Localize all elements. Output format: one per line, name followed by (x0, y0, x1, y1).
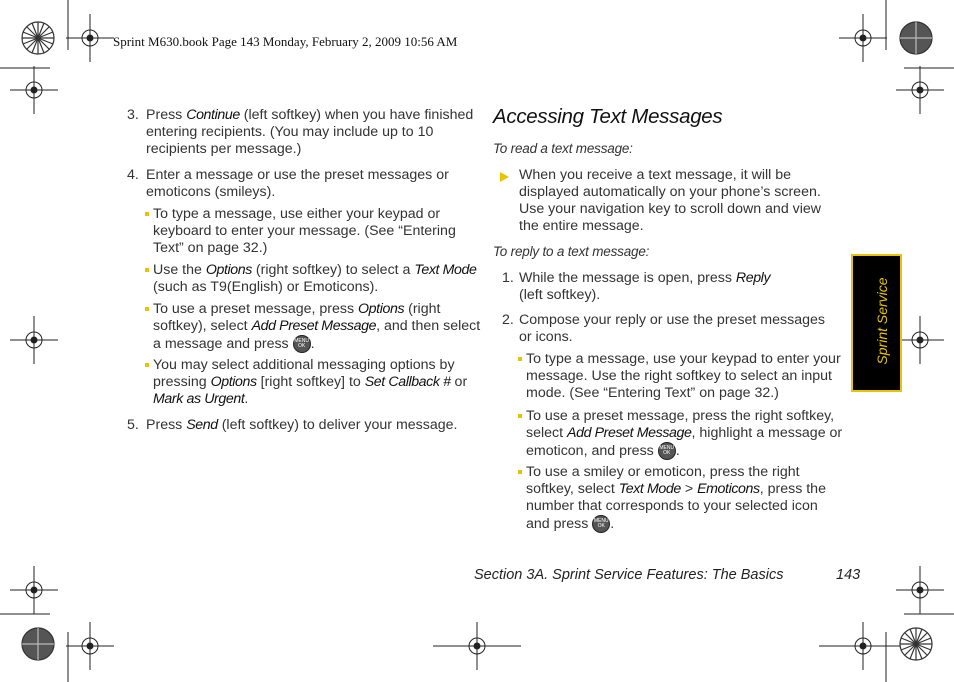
text: (left softkey). (519, 287, 601, 303)
text: , highlight a message or (691, 425, 843, 441)
text: Use the (153, 262, 206, 278)
bullet-marker (518, 414, 522, 418)
text: , and then select (376, 318, 481, 334)
text: or (450, 374, 468, 390)
softkey-label: Continue (186, 107, 240, 123)
text: or icons. (519, 329, 573, 345)
text: , press the (759, 481, 826, 497)
text: select (526, 425, 568, 441)
bullet-marker (145, 268, 149, 272)
section-tab (851, 254, 902, 392)
text: softkey), select (153, 318, 252, 334)
text: To use a smiley or emoticon, press the right (526, 464, 800, 480)
text: Press (146, 417, 187, 433)
text: To use a preset message, press the right softkey, (526, 408, 835, 424)
menu-ok-key-icon (658, 442, 676, 460)
reply-step-2 (519, 312, 849, 346)
text: entering recipients. (You may include up to 10 (146, 124, 434, 140)
text: emoticon, and press (526, 442, 654, 459)
text: pressing (153, 374, 211, 390)
text: number that corresponds to your selected icon (526, 498, 818, 514)
text: To type a message, use your keypad to enter your (526, 351, 841, 367)
bullet-marker (145, 363, 149, 367)
text: (left softkey) to deliver your message. (217, 417, 458, 433)
text: recipients per message.) (146, 141, 302, 157)
text: keyboard to enter your message. (See “Entering (153, 223, 456, 239)
text: the entire message. (519, 218, 644, 234)
softkey-label: Send (186, 417, 218, 433)
bullet-marker (145, 307, 149, 311)
text: . (310, 335, 315, 352)
subheading: To reply to a text message: (493, 244, 650, 259)
menu-ok-key-icon (592, 515, 610, 533)
menu-label: Add Preset Message (567, 425, 692, 441)
step-4-text (146, 167, 476, 201)
text: Enter a message or use the preset messages or (146, 167, 449, 183)
text: Text” on page 32.) (153, 240, 268, 256)
bullet-text (526, 464, 846, 533)
bullet-text (153, 262, 483, 296)
text: (such as T9(English) or Emoticons). (153, 279, 379, 295)
text: . (675, 442, 680, 459)
step-number: 5. (127, 417, 139, 433)
arrow-bullet-icon (500, 172, 509, 182)
menu-label: Mark as Urgent (153, 391, 245, 407)
text: Compose your reply or use the preset messages (519, 312, 825, 328)
bullet-marker (518, 357, 522, 361)
text: a message and press (153, 335, 289, 352)
step-number: 1. (502, 270, 514, 286)
text: To type a message, use either your keypad or (153, 206, 441, 222)
bullet-text (153, 357, 483, 408)
key-label: MENU OK (659, 445, 675, 456)
bullet-marker (145, 212, 149, 216)
text: message. Use the right softkey to select an input (526, 368, 832, 384)
bullet-text (526, 351, 846, 402)
key-label: MENU OK (294, 338, 309, 349)
print-header: Sprint M630.book Page 143 Monday, February 2, 2009 10:56 AM (113, 34, 458, 49)
text: mode. (See “Entering Text” on page 32.) (526, 385, 779, 401)
step-number: 3. (127, 107, 139, 123)
text: . (244, 391, 249, 407)
section-tab-label: Sprint Service (874, 277, 890, 365)
menu-label: Emoticons (697, 481, 760, 497)
key-label: MENU OK (593, 518, 609, 529)
text: While the message is open, press (519, 270, 736, 286)
softkey-label: Reply (735, 270, 771, 286)
page-number: 143 (836, 567, 861, 583)
bullet-text (526, 408, 846, 460)
reply-step-1 (519, 270, 849, 304)
menu-label: Text Mode (414, 262, 477, 278)
separator: > (680, 481, 698, 497)
text: (right (404, 301, 441, 317)
menu-ok-key-icon (293, 335, 311, 353)
text: . (610, 515, 615, 532)
menu-label: Text Mode (618, 481, 681, 497)
softkey-label: Options (358, 301, 405, 317)
text: When you receive a text message, it will be (519, 167, 792, 183)
text: Press (146, 107, 187, 123)
menu-label: Set Callback # (364, 374, 451, 390)
read-instructions (519, 167, 849, 235)
section-title: Accessing Text Messages (493, 105, 723, 128)
bullet-text (153, 301, 483, 353)
softkey-label: Options (210, 374, 257, 390)
step-5-text (146, 417, 476, 434)
text: To use a preset message, press (153, 301, 359, 317)
step-3-text (146, 107, 476, 158)
text: and press (526, 515, 589, 532)
text: You may select additional messaging options by (153, 357, 455, 373)
bullet-text (153, 206, 483, 257)
step-number: 2. (502, 312, 514, 328)
menu-label: Add Preset Message (251, 318, 377, 334)
bullet-marker (518, 470, 522, 474)
text: softkey, select (526, 481, 619, 497)
step-number: 4. (127, 167, 139, 183)
text: (right softkey) to select a (251, 262, 415, 278)
text: emoticons (smileys). (146, 184, 276, 200)
subheading: To read a text message: (493, 141, 633, 156)
text: (left softkey) when you have finished (239, 107, 474, 123)
text: Use your navigation key to scroll down and view (519, 201, 822, 217)
softkey-label: Options (205, 262, 252, 278)
footer-section: Section 3A. Sprint Service Features: The Basics (474, 567, 784, 583)
text: [right softkey] to (256, 374, 365, 390)
text: displayed automatically on your phone’s screen. (519, 184, 821, 200)
